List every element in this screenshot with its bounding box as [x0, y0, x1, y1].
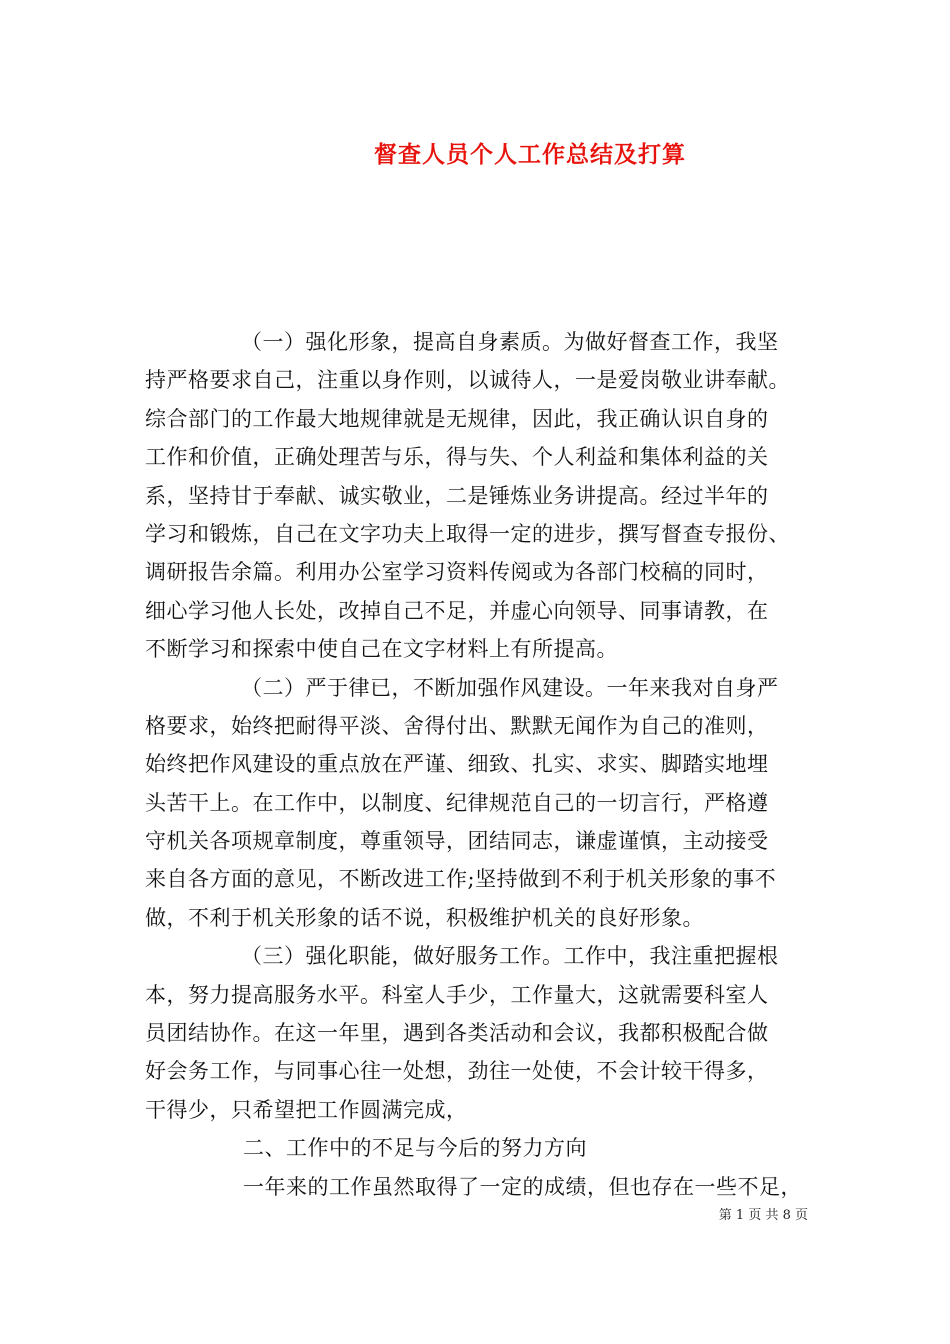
paragraph-line: 细心学习他人长处，改掉自己不足，并虚心向领导、同事请教，在: [145, 598, 769, 623]
paragraph-line: 综合部门的工作最大地规律就是无规律，因此，我正确认识自身的: [145, 406, 769, 431]
section-heading: 二、工作中的不足与今后的努力方向: [243, 1136, 587, 1161]
paragraph-line: 持严格要求自己，注重以身作则，以诚待人，一是爱岗敬业讲奉献。: [145, 368, 790, 393]
paragraph-line: 一年来的工作虽然取得了一定的成绩，但也存在一些不足，: [243, 1174, 802, 1199]
paragraph-line: 好会务工作，与同事心往一处想，劲往一处使，不会计较干得多，: [145, 1059, 769, 1084]
paragraph-line: 不断学习和探索中使自己在文字材料上有所提高。: [145, 637, 618, 662]
paragraph-line: 干得少，只希望把工作圆满完成，: [145, 1097, 468, 1122]
paragraph-line: 头苦干上。在工作中，以制度、纪律规范自己的一切言行，严格遵: [145, 790, 769, 815]
document-body: [145, 323, 817, 1206]
paragraph-line: 工作和价值，正确处理苦与乐，得与失、个人利益和集体利益的关: [145, 445, 769, 470]
paragraph-line: 来自各方面的意见，不断改进工作;坚持做到不利于机关形象的事不: [145, 867, 777, 892]
paragraph-line: （一）强化形象，提高自身素质。为做好督查工作，我坚: [241, 330, 779, 354]
paragraph-line: 调研报告余篇。利用办公室学习资料传阅或为各部门校稿的同时，: [145, 560, 769, 585]
paragraph-line: 员团结协作。在这一年里，遇到各类活动和会议，我都积极配合做: [145, 1021, 769, 1046]
document-title: 督查人员个人工作总结及打算: [374, 142, 686, 168]
paragraph-line: （二）严于律已，不断加强作风建设。一年来我对自身严: [241, 675, 779, 700]
paragraph-line: 学习和锻炼，自己在文字功夫上取得一定的进步，撰写督查专报份、: [145, 521, 790, 546]
paragraph-line: 始终把作风建设的重点放在严谨、细致、扎实、求实、脚踏实地埋: [145, 752, 769, 777]
paragraph-line: 做，不利于机关形象的话不说，积极维护机关的良好形象。: [145, 905, 704, 930]
paragraph-line: 格要求，始终把耐得平淡、舍得付出、默默无闻作为自己的准则，: [145, 713, 769, 738]
paragraph-line: 系，坚持甘于奉献、诚实敬业，二是锤炼业务讲提高。经过半年的: [145, 483, 769, 508]
paragraph-line: 守机关各项规章制度，尊重领导，团结同志，谦虚谨慎，主动接受: [145, 829, 769, 854]
paragraph-line: 本，努力提高服务水平。科室人手少，工作量大，这就需要科室人: [145, 982, 769, 1007]
page-number-footer: 第 1 页 共 8 页: [718, 1208, 808, 1223]
paragraph-line: （三）强化职能，做好服务工作。工作中，我注重把握根: [241, 944, 779, 969]
